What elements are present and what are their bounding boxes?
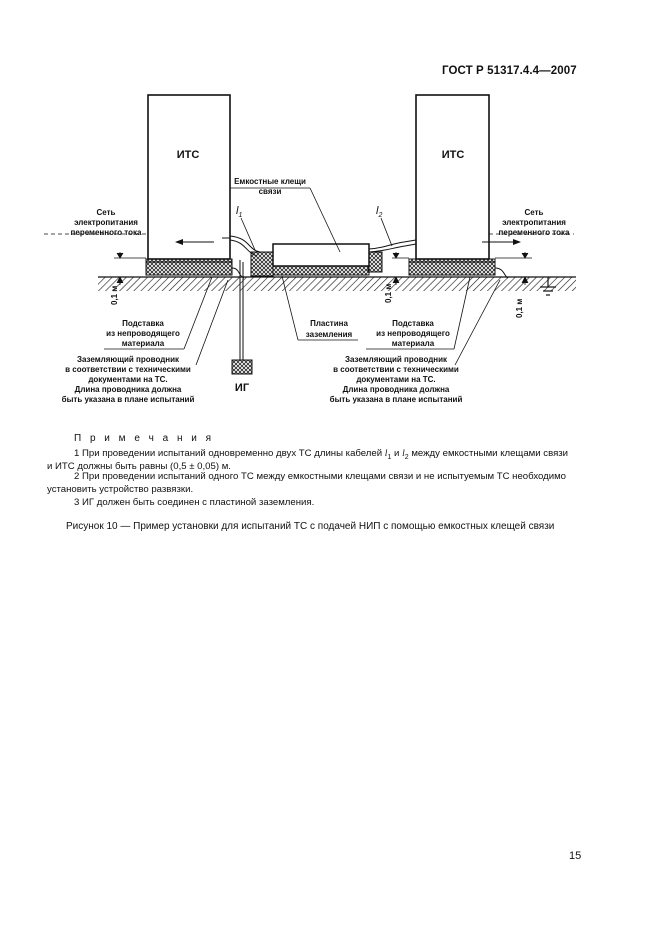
dim-center-label: 0,1 м bbox=[384, 283, 393, 303]
ground-left-leader bbox=[196, 280, 228, 365]
notes-title: П р и м е ч а н и я bbox=[74, 433, 215, 444]
page-number: 15 bbox=[569, 850, 582, 862]
plate-label-1: Пластина bbox=[310, 319, 348, 328]
its-right-box bbox=[416, 95, 489, 259]
mains-right-1: Сеть bbox=[524, 208, 544, 217]
dim-left-label: 0,1 м bbox=[110, 285, 119, 305]
clamp-label-1: Емкостные клещи bbox=[234, 177, 306, 186]
clamp-support-left bbox=[251, 252, 273, 276]
test-setup-figure bbox=[0, 0, 661, 420]
figure-caption: Рисунок 10 — Пример установки для испытаний ТС с подачей НИП с помощью емкостных клещей связи bbox=[66, 521, 555, 532]
l2-label: $l_2$ bbox=[376, 205, 383, 219]
ground-right-leader bbox=[455, 280, 500, 365]
support-left-1: Подставка bbox=[122, 319, 164, 328]
ground-right-4: Длина проводника должна bbox=[342, 385, 450, 394]
support-right-2: из непроводящего bbox=[376, 329, 450, 338]
its-right-label: ИТС bbox=[441, 149, 465, 161]
mains-left-3: переменного тока bbox=[70, 228, 142, 237]
l2-leader bbox=[381, 218, 392, 246]
note-1-line-1: 1 При проведении испытаний одновременно двух ТС длины кабелей $l_1$ и $l_2$ между емкостными клещами связи bbox=[74, 448, 569, 461]
ground-plate bbox=[273, 266, 369, 275]
document-code: ГОСТ Р 51317.4.4—2007 bbox=[442, 65, 577, 77]
ground-left-1: Заземляющий проводник bbox=[76, 355, 180, 364]
support-right-1: Подставка bbox=[392, 319, 434, 328]
support-left bbox=[146, 259, 232, 275]
mains-left-2: электропитания bbox=[74, 218, 138, 227]
note-3: 3 ИГ должен быть соединен с пластиной заземления. bbox=[74, 497, 315, 508]
ground-right-5: быть указана в плане испытаний bbox=[329, 395, 463, 404]
support-left-3: материала bbox=[121, 339, 165, 348]
ground-right-3: документами на ТС. bbox=[356, 375, 436, 384]
note-2-line-2: установить устройство развязки. bbox=[47, 484, 194, 495]
generator-label: ИГ bbox=[234, 382, 250, 394]
its-left-box bbox=[148, 95, 230, 259]
clamp-leader bbox=[310, 188, 340, 252]
dim-right-label: 0,1 м bbox=[515, 298, 524, 318]
note-2-line-1: 2 При проведении испытаний одного ТС между емкостными клещами связи и не испытуемым ТС необходимо bbox=[74, 471, 567, 482]
clamp-support-right bbox=[368, 252, 382, 272]
ground-left-4: Длина проводника должна bbox=[74, 385, 182, 394]
note-1-line-2: и ИТС должны быть равны (0,5 ± 0,05) м. bbox=[47, 461, 231, 472]
clamp-label-2: связи bbox=[258, 187, 282, 196]
ground-left-3: документами на ТС. bbox=[88, 375, 168, 384]
capacitive-clamp bbox=[273, 244, 369, 266]
support-right-3: материала bbox=[391, 339, 435, 348]
mains-left-1: Сеть bbox=[96, 208, 116, 217]
plate-label-2: заземления bbox=[305, 330, 353, 339]
its-left-label: ИТС bbox=[176, 149, 200, 161]
ground-right-2: в соответствии с техническими bbox=[333, 365, 459, 374]
support-left-2: из непроводящего bbox=[106, 329, 180, 338]
ground-left-5: быть указана в плане испытаний bbox=[61, 395, 195, 404]
mains-right-2: электропитания bbox=[502, 218, 566, 227]
ground-left-2: в соответствии с техническими bbox=[65, 365, 191, 374]
l1-label: $l_1$ bbox=[236, 205, 243, 219]
ground-right-1: Заземляющий проводник bbox=[344, 355, 448, 364]
support-right bbox=[409, 259, 495, 275]
ground-plane bbox=[98, 277, 576, 291]
mains-right-3: переменного тока bbox=[498, 228, 570, 237]
